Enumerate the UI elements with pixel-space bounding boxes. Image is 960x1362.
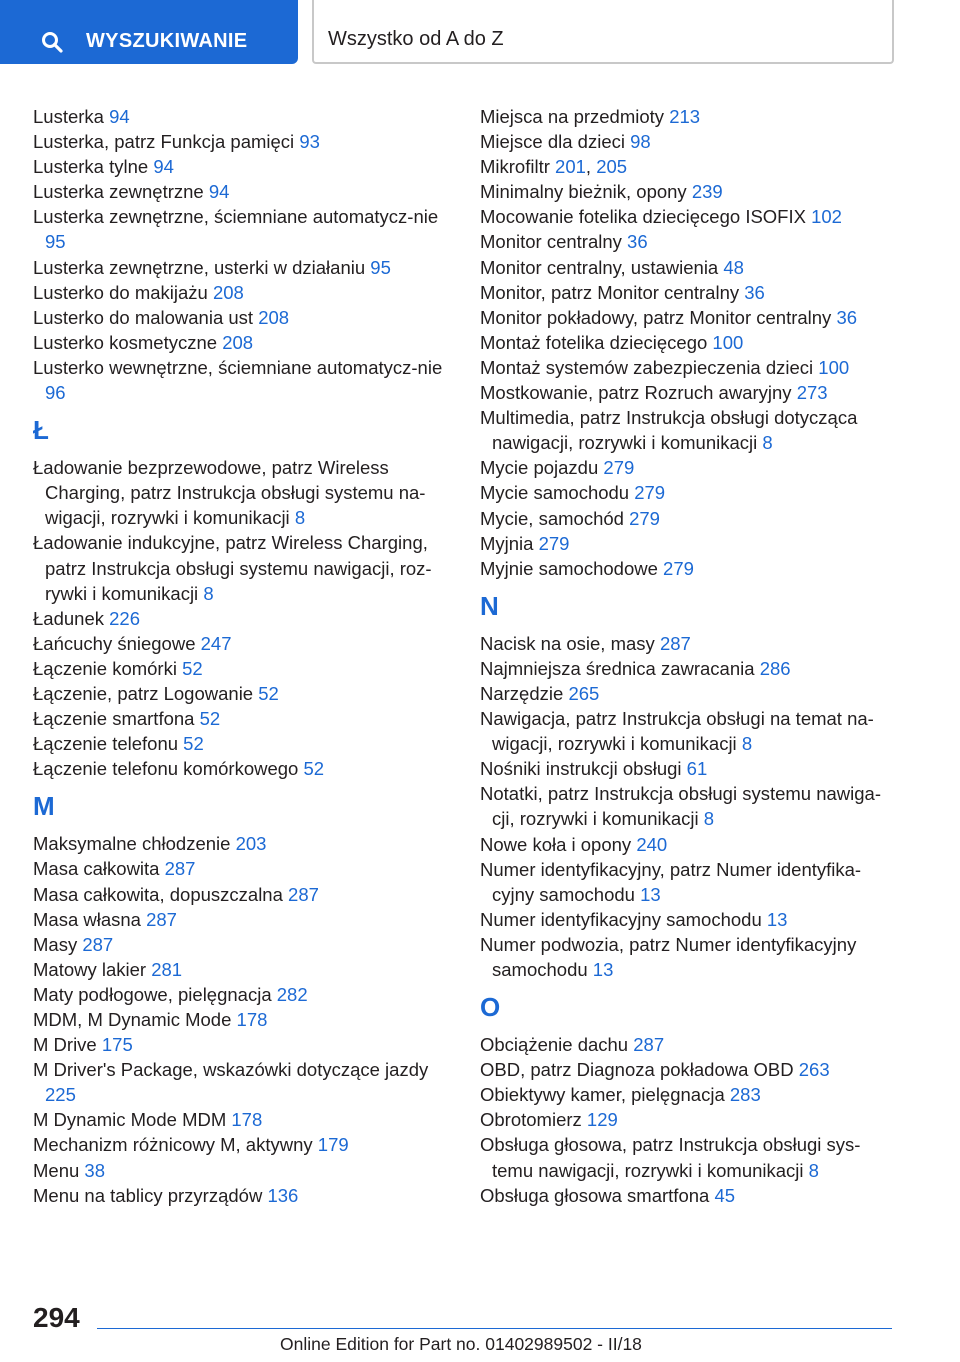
- page-link[interactable]: 279: [634, 482, 666, 504]
- page-link[interactable]: 287: [659, 632, 691, 654]
- index-entry: [480, 907, 900, 932]
- search-tab-label: WYSZUKIWANIE: [86, 30, 248, 52]
- page-link[interactable]: 279: [663, 557, 694, 579]
- index-entry-text: Lusterka zewnętrzne, usterki w działaniu: [33, 256, 371, 278]
- index-entry: [480, 1032, 900, 1057]
- index-entry-text: Nowe koła i opony: [480, 833, 637, 855]
- index-entry-text: Montaż systemów zabezpieczenia dzieci: [480, 356, 819, 378]
- index-entry: [33, 882, 453, 907]
- index-entry-text: Lusterka zewnętrzne: [33, 181, 209, 203]
- index-entry-text: Maty podłogowe, pielęgnacja: [33, 983, 277, 1005]
- page-link[interactable]: 8: [762, 432, 773, 454]
- page-link[interactable]: 287: [164, 858, 196, 880]
- top-bar: [0, 0, 960, 66]
- index-entry: [33, 104, 453, 129]
- index-entry: [33, 831, 453, 856]
- page-link[interactable]: 94: [153, 156, 174, 178]
- index-entry: [33, 606, 453, 631]
- page-link[interactable]: 129: [586, 1109, 618, 1131]
- index-entry-text: Lusterka, patrz Funkcja pamięci: [33, 131, 300, 153]
- index-entry: [480, 104, 900, 129]
- index-entry-text: Lusterko wewnętrzne, ściemniane automatycz‐nie: [33, 356, 443, 378]
- page-link[interactable]: 52: [183, 733, 204, 755]
- index-entry: [480, 681, 900, 706]
- page-link[interactable]: 279: [538, 532, 570, 554]
- index-entry-text: Łączenie smartfona: [33, 708, 200, 730]
- page-link[interactable]: 179: [317, 1134, 349, 1156]
- page-link[interactable]: 8: [703, 808, 715, 830]
- index-entry: [33, 129, 453, 154]
- index-entry: [480, 280, 900, 305]
- index-entry-text: Monitor, patrz Monitor centralny: [480, 281, 745, 303]
- index-entry: [480, 656, 900, 681]
- index-entry-text: Łączenie, patrz Logowanie: [33, 682, 259, 704]
- page-link[interactable]: 213: [669, 106, 701, 127]
- page-link[interactable]: 13: [640, 883, 661, 905]
- page-link[interactable]: 13: [592, 959, 614, 980]
- page-link[interactable]: 52: [258, 682, 279, 704]
- page-link[interactable]: 61: [686, 758, 708, 780]
- page-link[interactable]: 36: [836, 306, 858, 328]
- page-link[interactable]: 100: [712, 331, 744, 353]
- page-link[interactable]: 96: [45, 382, 66, 404]
- index-entry: [33, 1007, 453, 1032]
- page-link[interactable]: 201: [555, 156, 586, 178]
- index-entry-text: Nawigacja, patrz Instrukcja obsługi na temat na‐wigacji, rozrywki i komunikacji: [480, 708, 874, 755]
- index-entry: [33, 1183, 453, 1208]
- index-entry: [480, 556, 900, 581]
- index-entry-text: Narzędzie: [480, 682, 569, 704]
- index-entry: [33, 731, 453, 756]
- page-link[interactable]: 52: [182, 657, 203, 679]
- page-link[interactable]: 36: [744, 281, 765, 303]
- index-entry: [33, 907, 453, 932]
- index-entry: [480, 932, 900, 982]
- index-letter-heading: Ł: [33, 415, 49, 446]
- index-entry-text: Mocowanie fotelika dziecięcego ISOFIX: [480, 206, 812, 228]
- index-column-left: [33, 104, 453, 1208]
- page-link[interactable]: 178: [231, 1109, 263, 1131]
- index-entry: [480, 1057, 900, 1082]
- index-entry-text: Numer podwozia, patrz Numer identyfikacyjny samochodu: [480, 933, 857, 980]
- index-entry-text: Miejsca na przedmioty: [480, 106, 670, 127]
- index-entry-text: Multimedia, patrz Instrukcja obsługi dotycząca nawigacji, rozrywki i komunikacji: [480, 407, 858, 454]
- index-entry: [33, 982, 453, 1007]
- page-link[interactable]: 36: [627, 231, 648, 253]
- page-link[interactable]: 136: [267, 1184, 299, 1206]
- index-entry-text: Lusterka zewnętrzne, ściemniane automatycz‐nie: [33, 206, 439, 228]
- page-link[interactable]: 240: [636, 833, 668, 855]
- page-link[interactable]: 8: [203, 582, 214, 604]
- page-link[interactable]: 175: [101, 1034, 133, 1056]
- index-entry: [33, 179, 453, 204]
- index-entry-text: Monitor centralny: [480, 231, 628, 253]
- index-entry: [33, 530, 453, 605]
- index-entry: Mikrofiltr 201, 205: [480, 156, 628, 178]
- index-entry-text: Najmniejsza średnica zawracania: [480, 657, 760, 679]
- page-number: 294: [33, 1302, 80, 1333]
- index-entry: [480, 857, 900, 907]
- index-entry-text: Mycie samochodu: [480, 482, 635, 504]
- index-entry: [33, 1158, 453, 1183]
- page-link[interactable]: 226: [109, 607, 140, 629]
- page-link[interactable]: 94: [109, 106, 130, 127]
- index-entry-text: Obsługa głosowa smartfona: [480, 1184, 715, 1206]
- index-entry-text: Mycie, samochód: [480, 507, 630, 529]
- page-link[interactable]: 247: [200, 632, 232, 654]
- page-link[interactable]: 45: [714, 1184, 736, 1206]
- footer-edition: Online Edition for Part no. 01402989502 - II/18: [280, 1334, 642, 1354]
- page-link[interactable]: 93: [299, 131, 320, 153]
- index-entry-text: Mechanizm różnicowy M, aktywny: [33, 1134, 318, 1156]
- index-entry-text: Lusterka tylne: [33, 156, 154, 178]
- index-entry-text: MDM, M Dynamic Mode: [33, 1009, 237, 1030]
- index-entry: [480, 330, 900, 355]
- index-entry-text: Lusterko do makijażu: [33, 281, 213, 303]
- page-link[interactable]: 100: [818, 356, 850, 378]
- index-entry-text: M Drive: [33, 1034, 102, 1056]
- index-entry-text: Minimalny bieżnik, opony: [480, 181, 692, 203]
- page-link[interactable]: 208: [212, 281, 244, 303]
- index-entry: [480, 229, 900, 254]
- index-entry: [480, 204, 900, 229]
- index-entry: [480, 480, 900, 505]
- index-entry-text: M Dynamic Mode MDM: [33, 1109, 232, 1131]
- index-entry: [480, 531, 900, 556]
- index-entry: [33, 355, 453, 405]
- index-entry: [33, 1132, 453, 1157]
- index-entry-text: Notatki, patrz Instrukcja obsługi systemu nawiga‐cji, rozrywki i komunikacji: [480, 783, 882, 830]
- page-link[interactable]: 52: [303, 758, 325, 780]
- index-entry-text: Łańcuchy śniegowe: [33, 632, 201, 654]
- index-entry-text: Obiektywy kamer, pielęgnacja: [480, 1084, 730, 1106]
- index-entry: [480, 756, 900, 781]
- index-entry-text: Łączenie komórki: [33, 657, 183, 679]
- page-link[interactable]: 13: [766, 908, 788, 930]
- index-entry-text: Ładowanie bezprzewodowe, patrz Wireless Charging, patrz Instrukcja obsługi systemu na‐wigacji, rozrywki i komunikacji: [33, 457, 426, 529]
- index-entry-text: Mostkowanie, patrz Rozruch awaryjny: [480, 382, 797, 404]
- page-link[interactable]: 203: [235, 833, 267, 855]
- index-entry: [480, 781, 900, 831]
- index-entry: [33, 1057, 453, 1107]
- index-entry-text: Ładowanie indukcyjne, patrz Wireless Charging, patrz Instrukcja obsługi systemu nawigacji, roz‐rywki i komunikacji: [33, 532, 432, 604]
- index-entry-text: OBD, patrz Diagnoza pokładowa OBD: [480, 1059, 799, 1081]
- page-link[interactable]: 208: [222, 331, 254, 353]
- page-link[interactable]: 48: [723, 256, 744, 278]
- page-link[interactable]: 273: [796, 382, 828, 404]
- page-link[interactable]: 8: [294, 507, 306, 529]
- index-entry-text: Masa całkowita, dopuszczalna: [33, 883, 289, 905]
- index-entry: [480, 506, 900, 531]
- index-entry: [480, 832, 900, 857]
- page-link[interactable]: 8: [741, 733, 753, 755]
- page-link[interactable]: 95: [370, 256, 391, 278]
- index-entry: [33, 255, 453, 280]
- index-entry-text: Masy: [33, 933, 83, 955]
- page-link[interactable]: 8: [808, 1159, 819, 1181]
- index-entry: [480, 355, 900, 380]
- index-entry: [33, 932, 453, 957]
- index-entry: [480, 1132, 900, 1182]
- index-entry: [33, 1032, 453, 1057]
- index-entry: [480, 631, 900, 656]
- page-link[interactable]: 178: [236, 1009, 268, 1030]
- index-entry: [33, 706, 453, 731]
- index-entry-text: Numer identyfikacyjny, patrz Numer identyfika‐cyjny samochodu: [480, 858, 862, 905]
- page-link[interactable]: 38: [84, 1159, 105, 1181]
- page-link[interactable]: 225: [45, 1084, 76, 1106]
- index-entry: [33, 280, 453, 305]
- index-entry-text: Mikrofiltr: [480, 156, 556, 178]
- section-title-tab[interactable]: [312, 0, 894, 64]
- index-entry: [480, 129, 900, 154]
- page-link[interactable]: 102: [811, 206, 842, 228]
- index-entry-text: Lusterko do malowania ust: [33, 306, 259, 328]
- index-entry-text: Montaż fotelika dziecięcego: [480, 331, 713, 353]
- page-link[interactable]: 94: [208, 181, 230, 203]
- index-entry: [33, 756, 453, 781]
- page-link[interactable]: 279: [629, 507, 660, 529]
- index-entry-text: Masa całkowita: [33, 858, 165, 880]
- index-entry-text: Myjnia: [480, 532, 539, 554]
- index-entry: [33, 1107, 453, 1132]
- index-entry: [480, 455, 900, 480]
- page-link[interactable]: 279: [603, 457, 635, 479]
- index-entry: [33, 656, 453, 681]
- footer-divider: [97, 1328, 892, 1329]
- index-entry-text: Lusterka: [33, 106, 110, 127]
- index-entry: [33, 330, 453, 355]
- page-link[interactable]: 95: [45, 231, 66, 253]
- page-link[interactable]: 281: [151, 958, 183, 980]
- page-link[interactable]: 282: [276, 983, 308, 1005]
- index-entry-text: Łączenie telefonu komórkowego: [33, 758, 304, 780]
- index-entry: [33, 455, 453, 530]
- index-entry: [33, 204, 453, 254]
- page-link[interactable]: 263: [798, 1059, 830, 1081]
- index-entry-text: Miejsce dla dzieci: [480, 131, 631, 153]
- page-link[interactable]: 287: [633, 1034, 665, 1056]
- section-title: Wszystko od A do Z: [328, 28, 504, 50]
- index-entry: [480, 1183, 900, 1208]
- page-link[interactable]: 287: [146, 908, 177, 930]
- index-entry-text: Obciążenie dachu: [480, 1034, 634, 1056]
- index-entry: [33, 631, 453, 656]
- index-entry: [480, 305, 900, 330]
- index-entry-text: Lusterko kosmetyczne: [33, 331, 223, 353]
- index-entry: [480, 255, 900, 280]
- index-letter-heading: O: [480, 992, 501, 1023]
- index-entry-text: Nośniki instrukcji obsługi: [480, 758, 687, 780]
- index-entry-text: Nacisk na osie, masy: [480, 632, 660, 654]
- index-entry-text: Matowy lakier: [33, 958, 152, 980]
- index-letter-heading: N: [480, 590, 499, 621]
- index-entry: [480, 706, 900, 756]
- index-entry: [33, 856, 453, 881]
- index-entry-text: Łączenie telefonu: [33, 733, 184, 755]
- index-entry-text: Menu na tablicy przyrządów: [33, 1184, 268, 1206]
- page-link[interactable]: 287: [82, 933, 114, 955]
- index-entry: [480, 179, 900, 204]
- index-entry-text: M Driver's Package, wskazówki dotyczące jazdy: [33, 1059, 429, 1081]
- index-column-right: [480, 104, 900, 1208]
- index-entry-text: Obrotomierz: [480, 1109, 587, 1131]
- search-icon: [40, 30, 64, 54]
- page-link[interactable]: 52: [199, 708, 221, 730]
- index-entry-text: Myjnie samochodowe: [480, 557, 664, 579]
- index-entry-text: Ładunek: [33, 607, 110, 629]
- index-entry: [480, 1107, 900, 1132]
- page-link[interactable]: 286: [759, 657, 791, 679]
- index-entry: [33, 957, 453, 982]
- page-link[interactable]: 239: [691, 181, 723, 203]
- index-entry-text: Masa własna: [33, 908, 147, 930]
- index-entry-text: Monitor pokładowy, patrz Monitor centralny: [480, 306, 837, 328]
- page-link[interactable]: 208: [258, 306, 290, 328]
- index-entry-text: Maksymalne chłodzenie: [33, 833, 236, 855]
- page-link[interactable]: 98: [630, 131, 651, 153]
- page-link[interactable]: 205: [596, 156, 628, 178]
- page-link[interactable]: 283: [729, 1084, 761, 1106]
- index-entry-text: Mycie pojazdu: [480, 457, 604, 479]
- page-link[interactable]: 287: [288, 883, 319, 905]
- index-entry: [33, 305, 453, 330]
- index-entry-text: Obsługa głosowa, patrz Instrukcja obsługi sys‐temu nawigacji, rozrywki i komunikacji: [480, 1134, 861, 1181]
- index-entry: [480, 1082, 900, 1107]
- index-entry-text: Monitor centralny, ustawienia: [480, 256, 724, 278]
- page-link[interactable]: 265: [568, 682, 600, 704]
- index-letter-heading: M: [33, 791, 55, 822]
- index-entry: [33, 681, 453, 706]
- index-entry: [33, 154, 453, 179]
- search-tab[interactable]: [0, 0, 298, 64]
- index-entry-text: Menu: [33, 1159, 85, 1181]
- index-entry: [480, 405, 900, 455]
- index-entry-text: Numer identyfikacyjny samochodu: [480, 908, 767, 930]
- index-entry: [480, 380, 900, 405]
